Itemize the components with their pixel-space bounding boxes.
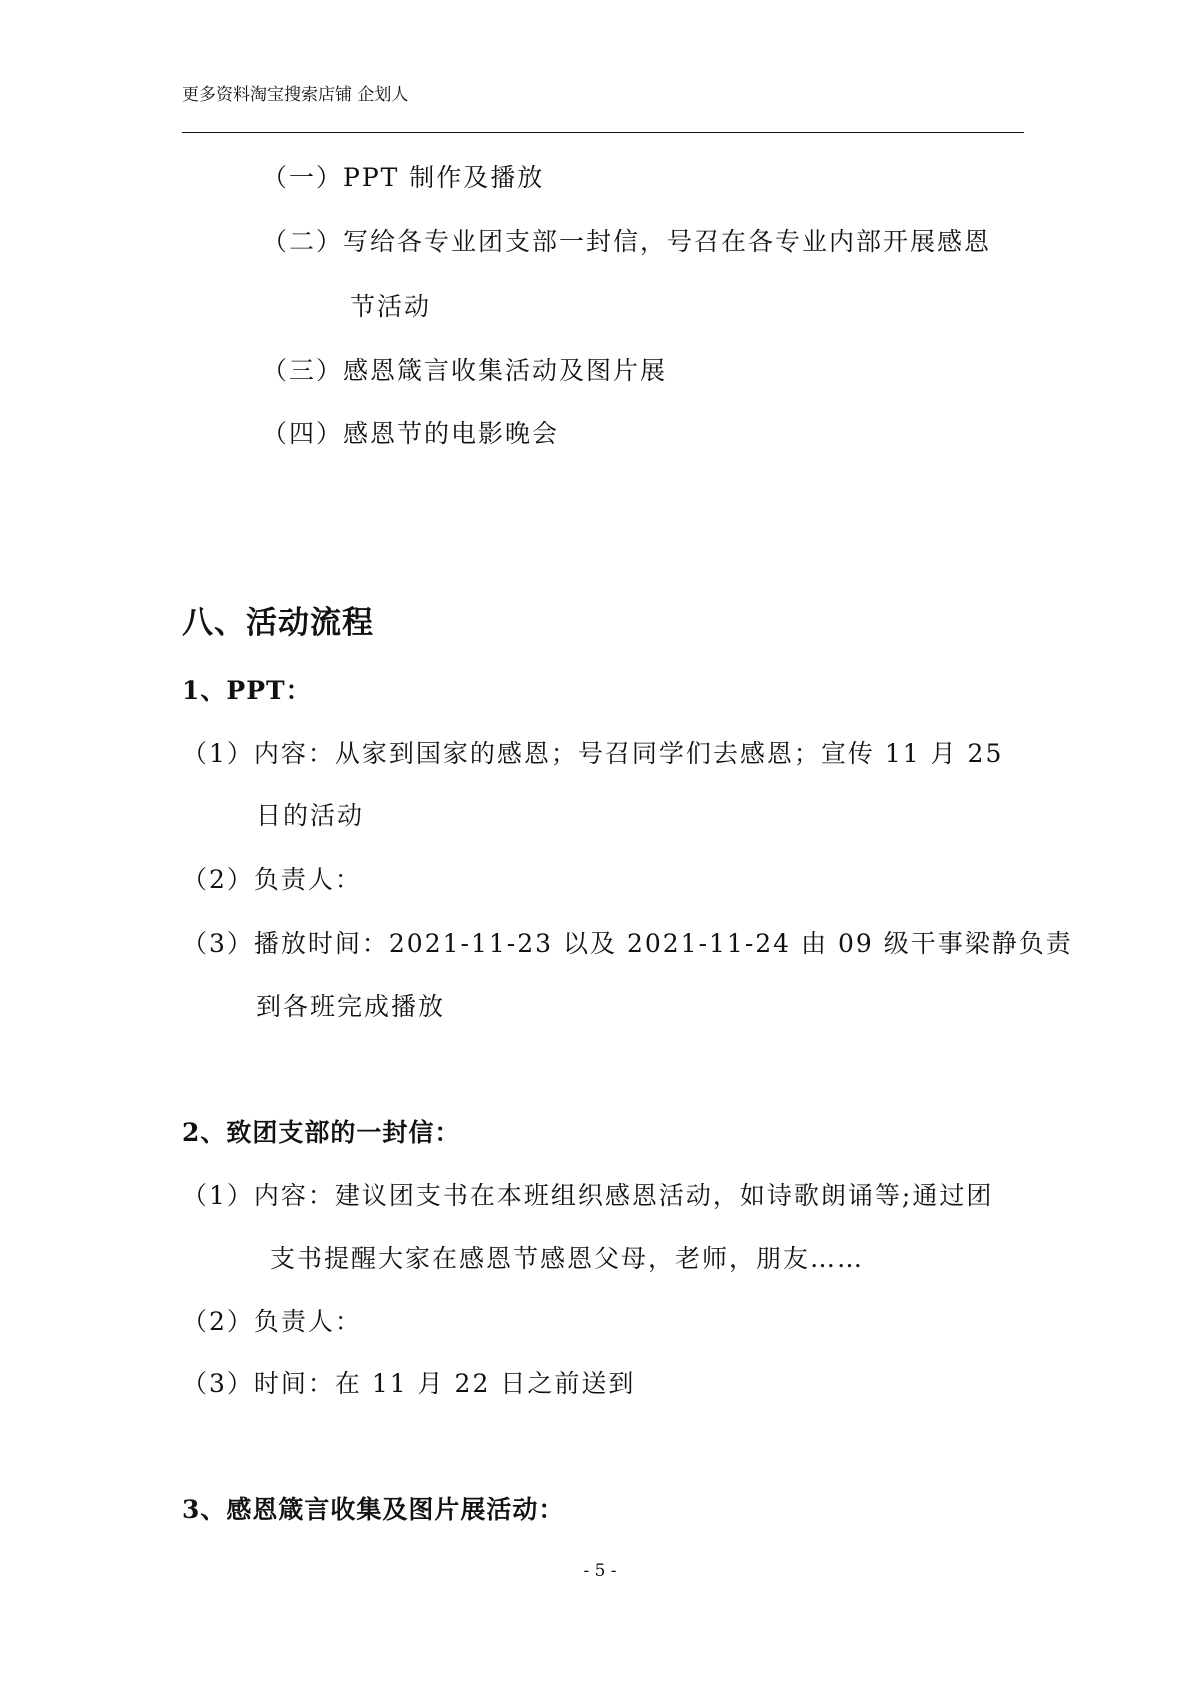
ppt-content-line-1: （1）内容：从家到国家的感恩；号召同学们去感恩；宣传 11 月 25 xyxy=(182,739,1004,768)
letter-owner: （2）负责人： xyxy=(182,1307,362,1336)
letter-content-line-2: 支书提醒大家在感恩节感恩父母，老师，朋友…… xyxy=(270,1244,865,1273)
letter-time: （3）时间：在 11 月 22 日之前送到 xyxy=(182,1369,636,1398)
subsection-letter-title: 2、致团支部的一封信： xyxy=(182,1118,461,1147)
list-item-2-line-2: 节活动 xyxy=(350,292,432,321)
page-number: - 5 - xyxy=(583,1561,617,1581)
letter-content-line-1: （1）内容：建议团支书在本班组织感恩活动，如诗歌朗诵等;通过团 xyxy=(182,1181,994,1210)
page-header: 更多资料淘宝搜索店铺 企划人 xyxy=(182,85,409,105)
subsection-ppt-title: 1、PPT： xyxy=(182,676,312,705)
ppt-time-line-2: 到各班完成播放 xyxy=(256,992,446,1021)
subsection-maxims-title: 3、感恩箴言收集及图片展活动： xyxy=(182,1495,565,1524)
header-divider xyxy=(182,132,1024,133)
section-heading-8: 八、活动流程 xyxy=(182,605,374,641)
list-item-1: （一）PPT 制作及播放 xyxy=(262,163,545,192)
list-item-4: （四）感恩节的电影晚会 xyxy=(262,419,560,448)
ppt-content-line-2: 日的活动 xyxy=(256,801,365,830)
ppt-owner: （2）负责人： xyxy=(182,865,362,894)
list-item-2-line-1: （二）写给各专业团支部一封信，号召在各专业内部开展感恩 xyxy=(262,227,992,256)
list-item-3: （三）感恩箴言收集活动及图片展 xyxy=(262,356,668,385)
ppt-time-line-1: （3）播放时间：2021-11-23 以及 2021-11-24 由 09 级干事梁静负责 xyxy=(182,929,1073,958)
